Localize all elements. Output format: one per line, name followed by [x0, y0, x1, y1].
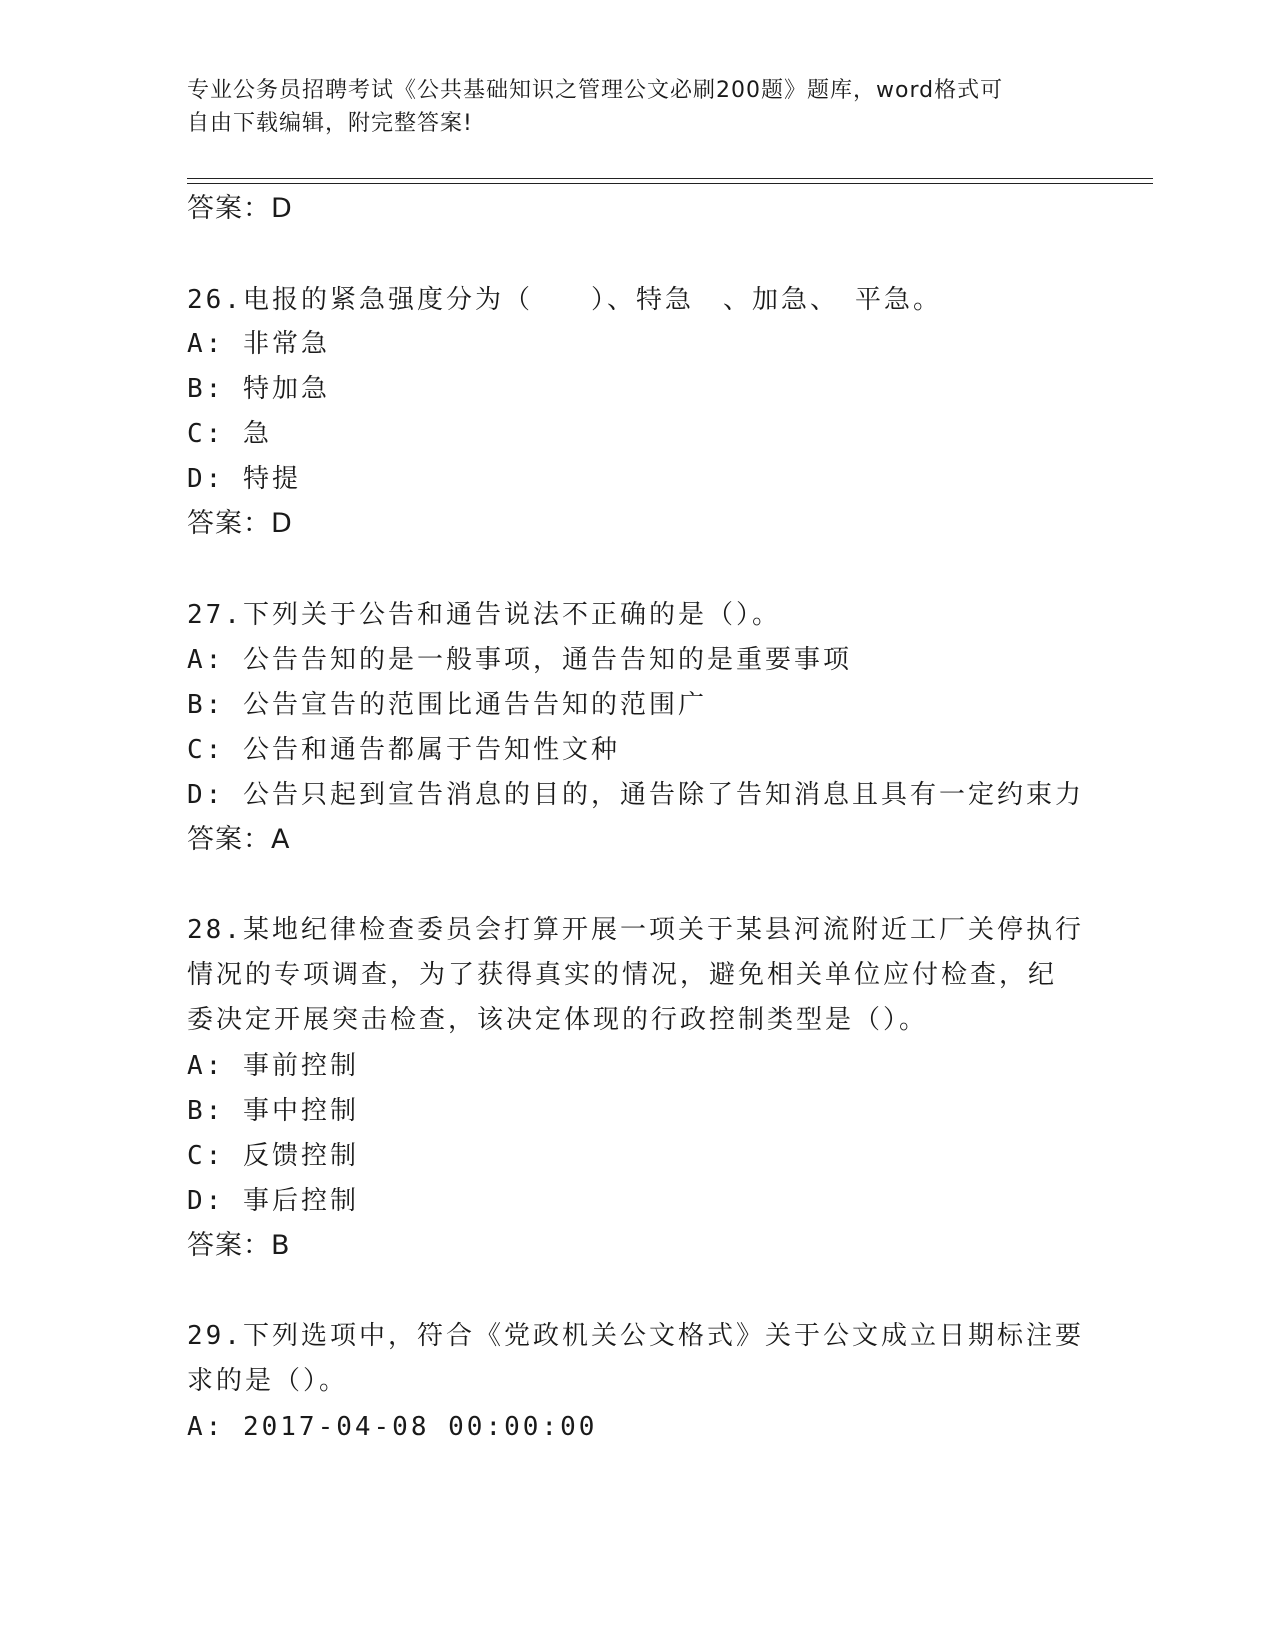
question-28-stem-line-3: 委决定开展突击检查，该决定体现的行政控制类型是（）。: [187, 1005, 929, 1035]
question-28-stem-line-2: 情况的专项调查，为了获得真实的情况，避免相关单位应付检查，纪: [187, 960, 1058, 990]
question-27-option-a: A: 公告告知的是一般事项，通告告知的是重要事项: [187, 645, 852, 675]
answer-previous: 答案：D: [187, 193, 293, 224]
header-line-1: 专业公务员招聘考试《公共基础知识之管理公文必刷200题》题库，word格式可: [187, 78, 1004, 103]
question-27-stem: 27.下列关于公告和通告说法不正确的是（）。: [187, 600, 781, 630]
question-26-answer: 答案：D: [187, 508, 293, 539]
question-27-option-c: C: 公告和通告都属于告知性文种: [187, 735, 620, 765]
question-28-option-d: D: 事后控制: [187, 1186, 359, 1216]
question-29-stem-line-1: 29.下列选项中，符合《党政机关公文格式》关于公文成立日期标注要: [187, 1321, 1084, 1351]
document-header: [187, 74, 1067, 140]
question-26-option-c: C: 急: [187, 419, 272, 449]
question-29-stem-line-2: 求的是（）。: [187, 1366, 349, 1396]
header-divider-bottom: [187, 183, 1153, 184]
question-27-option-b: B: 公告宣告的范围比通告告知的范围广: [187, 690, 707, 720]
question-27-option-d: D: 公告只起到宣告消息的目的，通告除了告知消息且具有一定约束力: [187, 780, 1084, 810]
question-26-stem: 26.电报的紧急强度分为（ ）、特急 、加急、 平急。: [187, 285, 942, 315]
question-27-answer: 答案：A: [187, 824, 291, 855]
question-26-option-a: A: 非常急: [187, 329, 330, 359]
question-28-option-a: A: 事前控制: [187, 1051, 359, 1081]
question-28-stem-line-1: 28.某地纪律检查委员会打算开展一项关于某县河流附近工厂关停执行: [187, 915, 1084, 945]
header-line-2: 自由下载编辑，附完整答案!: [187, 111, 473, 136]
question-29-option-a: A: 2017-04-08 00:00:00: [187, 1412, 598, 1442]
question-28-answer: 答案：B: [187, 1230, 291, 1261]
question-28-option-c: C: 反馈控制: [187, 1141, 359, 1171]
header-divider-top: [187, 178, 1153, 179]
question-26-option-d: D: 特提: [187, 464, 301, 494]
question-28-option-b: B: 事中控制: [187, 1096, 359, 1126]
question-26-option-b: B: 特加急: [187, 374, 330, 404]
